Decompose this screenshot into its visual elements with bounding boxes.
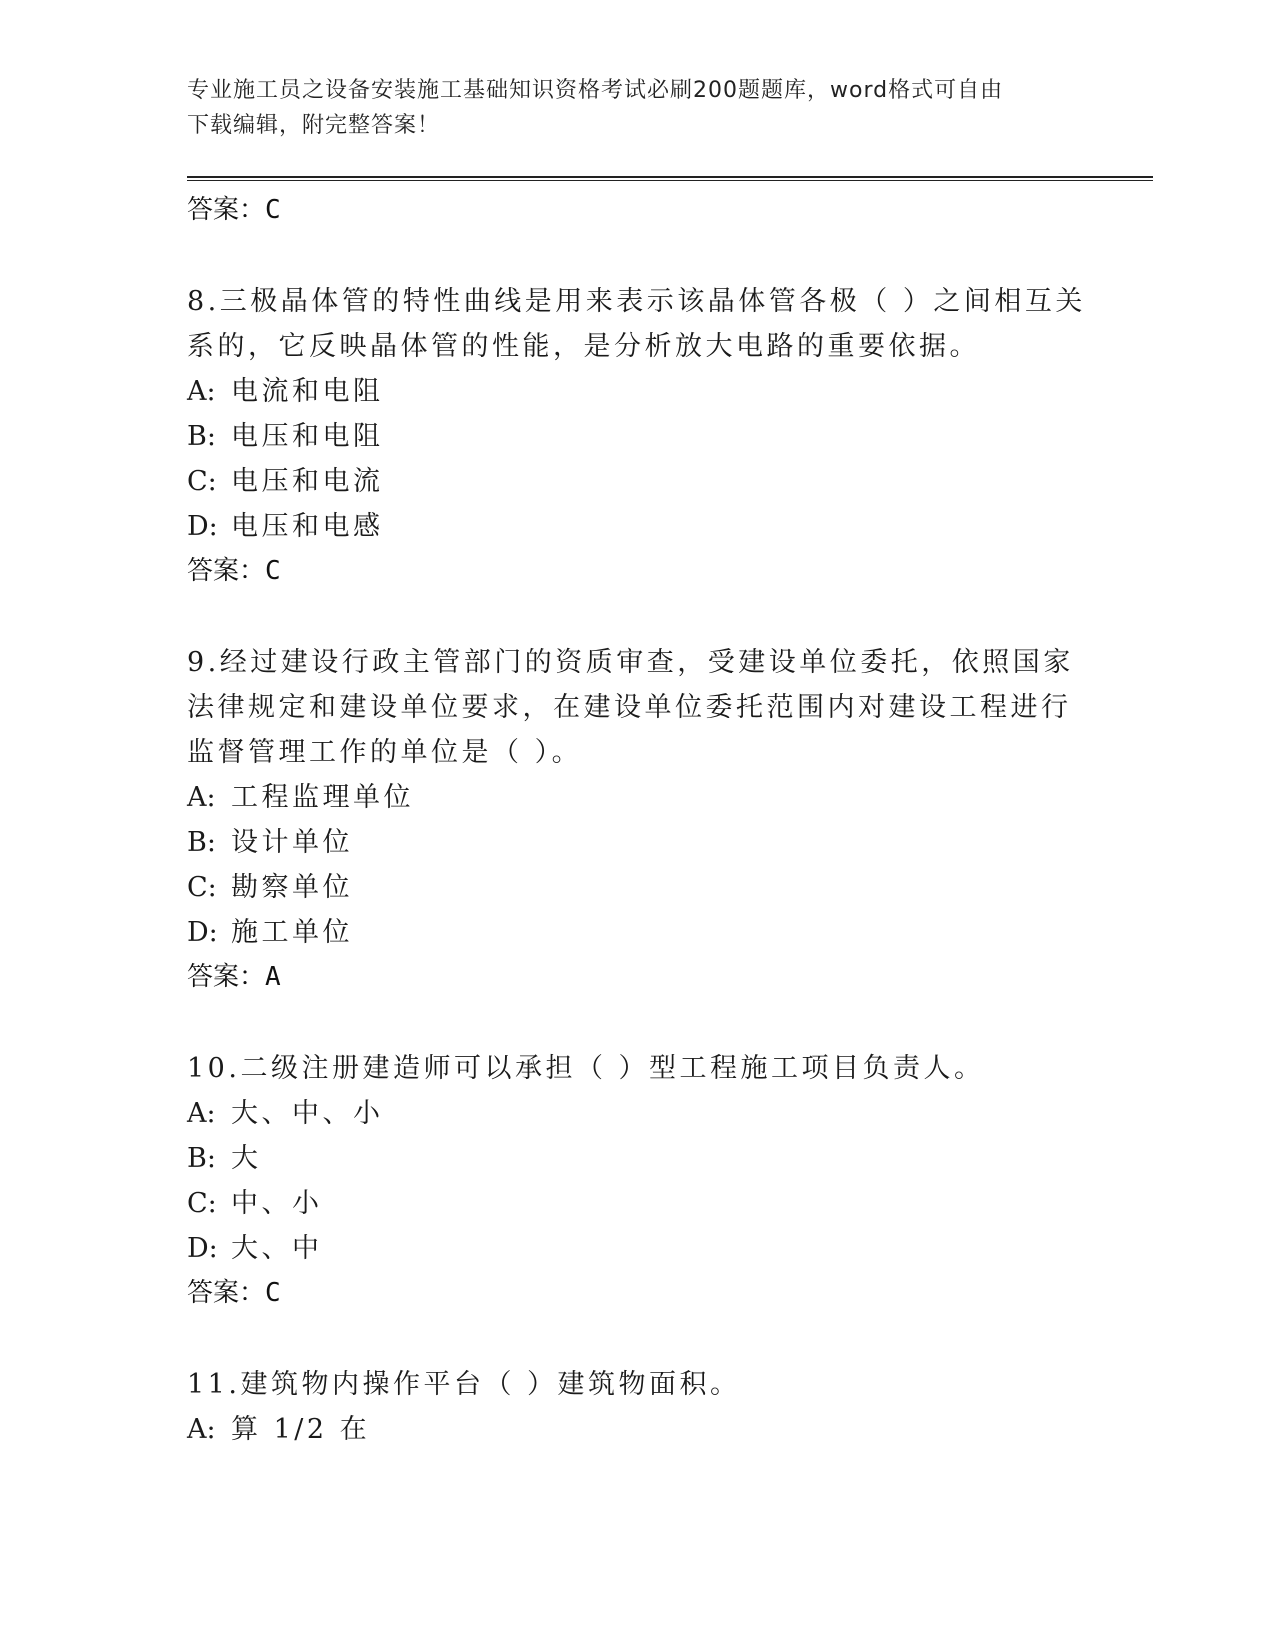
option-text: 施工单位 <box>231 917 353 948</box>
option-key: C: <box>187 1188 217 1219</box>
answer-label: 答案： <box>187 1278 266 1308</box>
option-d <box>187 1226 1087 1271</box>
option-text: 算 1/2 在 <box>231 1414 371 1445</box>
option-key: D: <box>187 511 218 542</box>
option-a <box>187 775 1087 820</box>
question-9 <box>187 640 1087 775</box>
option-key: C: <box>187 872 217 903</box>
question-10 <box>187 1046 1087 1091</box>
answer-value: C <box>265 195 281 225</box>
answer-label: 答案： <box>187 962 266 992</box>
option-a <box>187 1407 1087 1452</box>
question-number: 8. <box>187 286 220 317</box>
header-title-line-1: 专业施工员之设备安装施工基础知识资格考试必刷200题题库，word格式可自由 <box>187 78 1004 103</box>
option-key: B: <box>187 1143 216 1174</box>
question-number: 10. <box>187 1053 241 1084</box>
option-text: 电压和电感 <box>231 511 384 542</box>
question-8 <box>187 279 1087 369</box>
question-list <box>187 188 1087 1452</box>
answer-value: C <box>265 1278 281 1308</box>
option-text: 设计单位 <box>231 827 353 858</box>
answer-value: C <box>265 556 281 586</box>
option-text: 电压和电流 <box>231 466 384 497</box>
option-d <box>187 504 1087 549</box>
option-text: 中、小 <box>231 1188 323 1219</box>
header-title-line-2: 下载编辑，附完整答案！ <box>187 113 441 138</box>
question-number: 9. <box>187 647 220 678</box>
option-b <box>187 820 1087 865</box>
question-text: 建筑物内操作平台（ ）建筑物面积。 <box>240 1369 741 1400</box>
answer-line <box>187 955 1087 1000</box>
option-b <box>187 1136 1087 1181</box>
header-divider <box>187 176 1153 181</box>
option-key: B: <box>187 827 216 858</box>
answer-label: 答案： <box>187 556 266 586</box>
answer-value: A <box>265 962 281 992</box>
option-a <box>187 1091 1087 1136</box>
answer-line <box>187 549 1087 594</box>
option-text: 大、中 <box>231 1233 323 1264</box>
question-number: 11. <box>187 1369 241 1400</box>
option-key: A: <box>187 782 216 813</box>
option-a <box>187 369 1087 414</box>
option-text: 工程监理单位 <box>231 782 414 813</box>
answer-label: 答案： <box>187 195 266 225</box>
question-11 <box>187 1362 1087 1407</box>
page-header <box>187 73 1067 143</box>
question-text: 经过建设行政主管部门的资质审查，受建设单位委托，依照国家法律规定和建设单位要求，在建设单位委托范围内对建设工程进行监督管理工作的单位是（ ）。 <box>187 647 1074 768</box>
question-text: 二级注册建造师可以承担（ ）型工程施工项目负责人。 <box>240 1053 985 1084</box>
option-c <box>187 865 1087 910</box>
option-text: 电压和电阻 <box>231 421 384 452</box>
option-key: A: <box>187 376 216 407</box>
option-text: 大 <box>231 1143 262 1174</box>
option-key: A: <box>187 1414 216 1445</box>
answer-line <box>187 1271 1087 1316</box>
question-text: 三极晶体管的特性曲线是用来表示该晶体管各极（ ）之间相互关系的，它反映晶体管的性能，是分析放大电路的重要依据。 <box>187 286 1086 362</box>
option-c <box>187 1181 1087 1226</box>
option-c <box>187 459 1087 504</box>
option-text: 电流和电阻 <box>231 376 384 407</box>
option-key: D: <box>187 917 218 948</box>
option-d <box>187 910 1087 955</box>
option-key: D: <box>187 1233 218 1264</box>
option-key: B: <box>187 421 216 452</box>
answer-line <box>187 188 1087 233</box>
option-text: 勘察单位 <box>231 872 353 903</box>
option-text: 大、中、小 <box>231 1098 384 1129</box>
option-key: A: <box>187 1098 216 1129</box>
option-b <box>187 414 1087 459</box>
option-key: C: <box>187 466 217 497</box>
